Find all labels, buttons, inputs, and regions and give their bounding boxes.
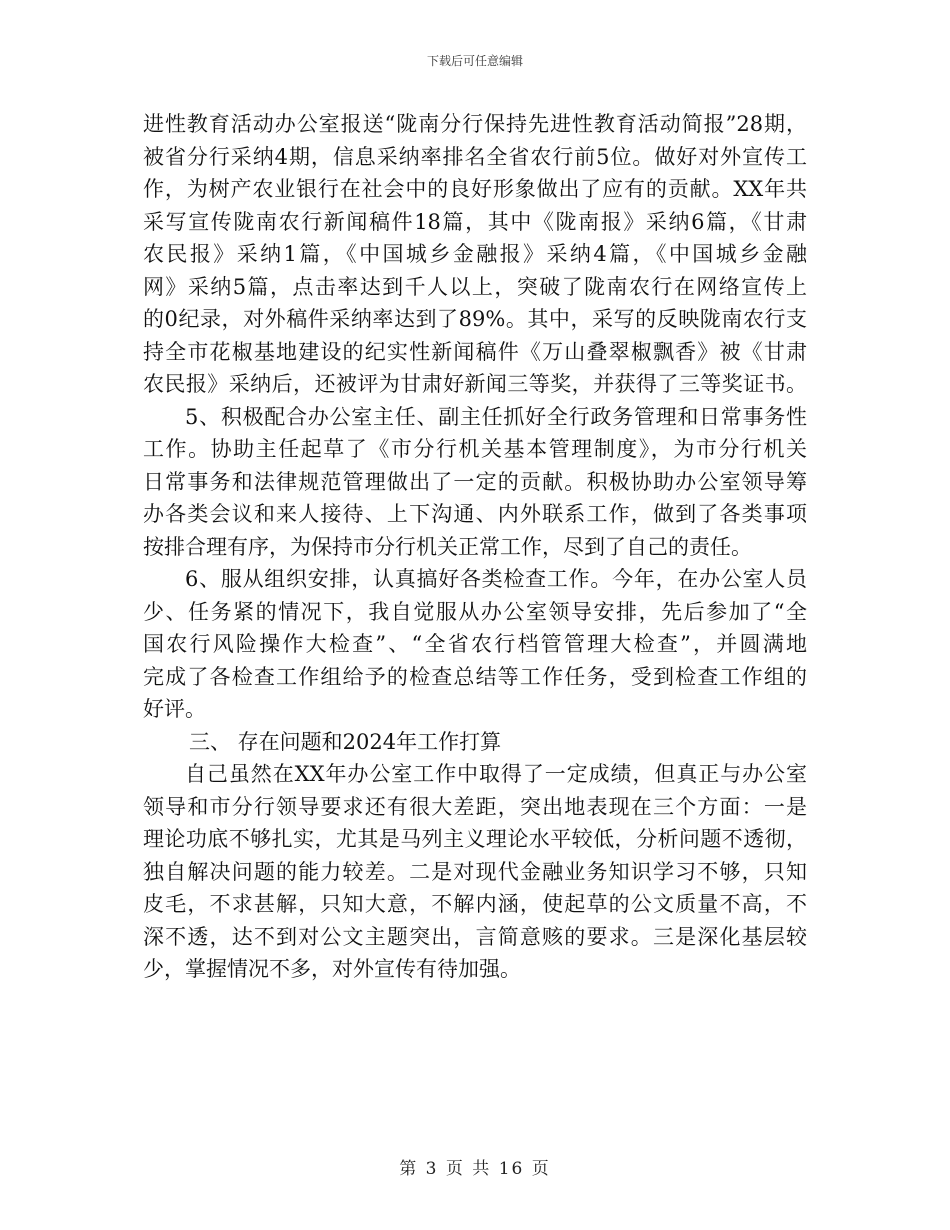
text-line: 少、任务紧的情况下，我自觉服从办公室领导安排，先后参加了“全: [143, 599, 807, 624]
paragraph-end: 好评。: [143, 697, 206, 721]
text-line: 深不透，达不到对公文主题突出，言简意赅的要求。三是深化基层较: [143, 924, 807, 949]
text-line: 网》采纳5篇，点击率达到千人以上，突破了陇南农行在网络宣传上: [143, 274, 807, 299]
text-line: 农民报》采纳1篇，《中国城乡金融报》采纳4篇，《中国城乡金融: [143, 242, 807, 266]
paragraph-start: 6、服从组织安排，认真搞好各类检查工作。今年，在办公室人员: [185, 567, 807, 591]
text-line: 办各类会议和来人接待、上下沟通、内外联系工作，做到了各类事项: [143, 502, 807, 526]
text-line: 被省分行采纳4期，信息采纳率排名全省农行前5位。做好对外宣传工: [143, 144, 807, 169]
text-line: 的0纪录，对外稿件采纳率达到了89%。其中，采写的反映陇南农行支: [143, 307, 807, 331]
paragraph-end: 少，掌握情况不多，对外宣传有待加强。: [143, 957, 521, 981]
text-line: 领导和市分行领导要求还有很大差距，突出地表现在三个方面：一是: [143, 794, 807, 819]
paragraph-start: 5、积极配合办公室主任、副主任抓好全行政务管理和日常事务性: [185, 404, 807, 429]
text-line: 完成了各检查工作组给予的检查总结等工作任务，受到检查工作组的: [143, 664, 807, 689]
text-line: 独自解决问题的能力较差。二是对现代金融业务知识学习不够，只知: [143, 859, 807, 884]
paragraph-end: 按排合理有序，为保持市分行机关正常工作，尽到了自己的责任。: [143, 534, 752, 559]
text-line: 采写宣传陇南农行新闻稿件18篇，其中《陇南报》采纳6篇，《甘肃: [143, 209, 807, 234]
text-line: 理论功底不够扎实，尤其是马列主义理论水平较低，分析问题不透彻，: [143, 827, 807, 851]
text-line: 皮毛，不求甚解，只知大意，不解内涵，使起草的公文质量不高，不: [143, 892, 807, 916]
page-header: 下载后可任意编辑: [426, 54, 523, 68]
text-line: 工作。协助主任起草了《市分行机关基本管理制度》，为市分行机关: [143, 437, 807, 461]
text-line: 国农行风险操作大检查”、“全省农行档管管理大检查”，并圆满地: [143, 632, 807, 656]
text-line: 作，为树产农业银行在社会中的良好形象做出了应有的贡献。XX年共: [143, 177, 807, 201]
document-body: [143, 108, 807, 986]
text-line: 进性教育活动办公室报送“陇南分行保持先进性教育活动简报”28期，: [143, 112, 807, 136]
section-heading: 三、 存在问题和2024年工作打算: [189, 729, 502, 754]
text-line: 持全市花椒基地建设的纪实性新闻稿件《万山叠翠椒飘香》被《甘肃: [143, 339, 807, 364]
text-line: 日常事务和法律规范管理做出了一定的贡献。积极协助办公室领导筹: [143, 469, 807, 494]
paragraph-start: 自己虽然在XX年办公室工作中取得了一定成绩，但真正与办公室: [185, 762, 807, 786]
text-line: 农民报》采纳后，还被评为甘肃好新闻三等奖，并获得了三等奖证书。: [143, 372, 807, 396]
page-number: 第 3 页 共 16 页: [399, 1159, 551, 1179]
